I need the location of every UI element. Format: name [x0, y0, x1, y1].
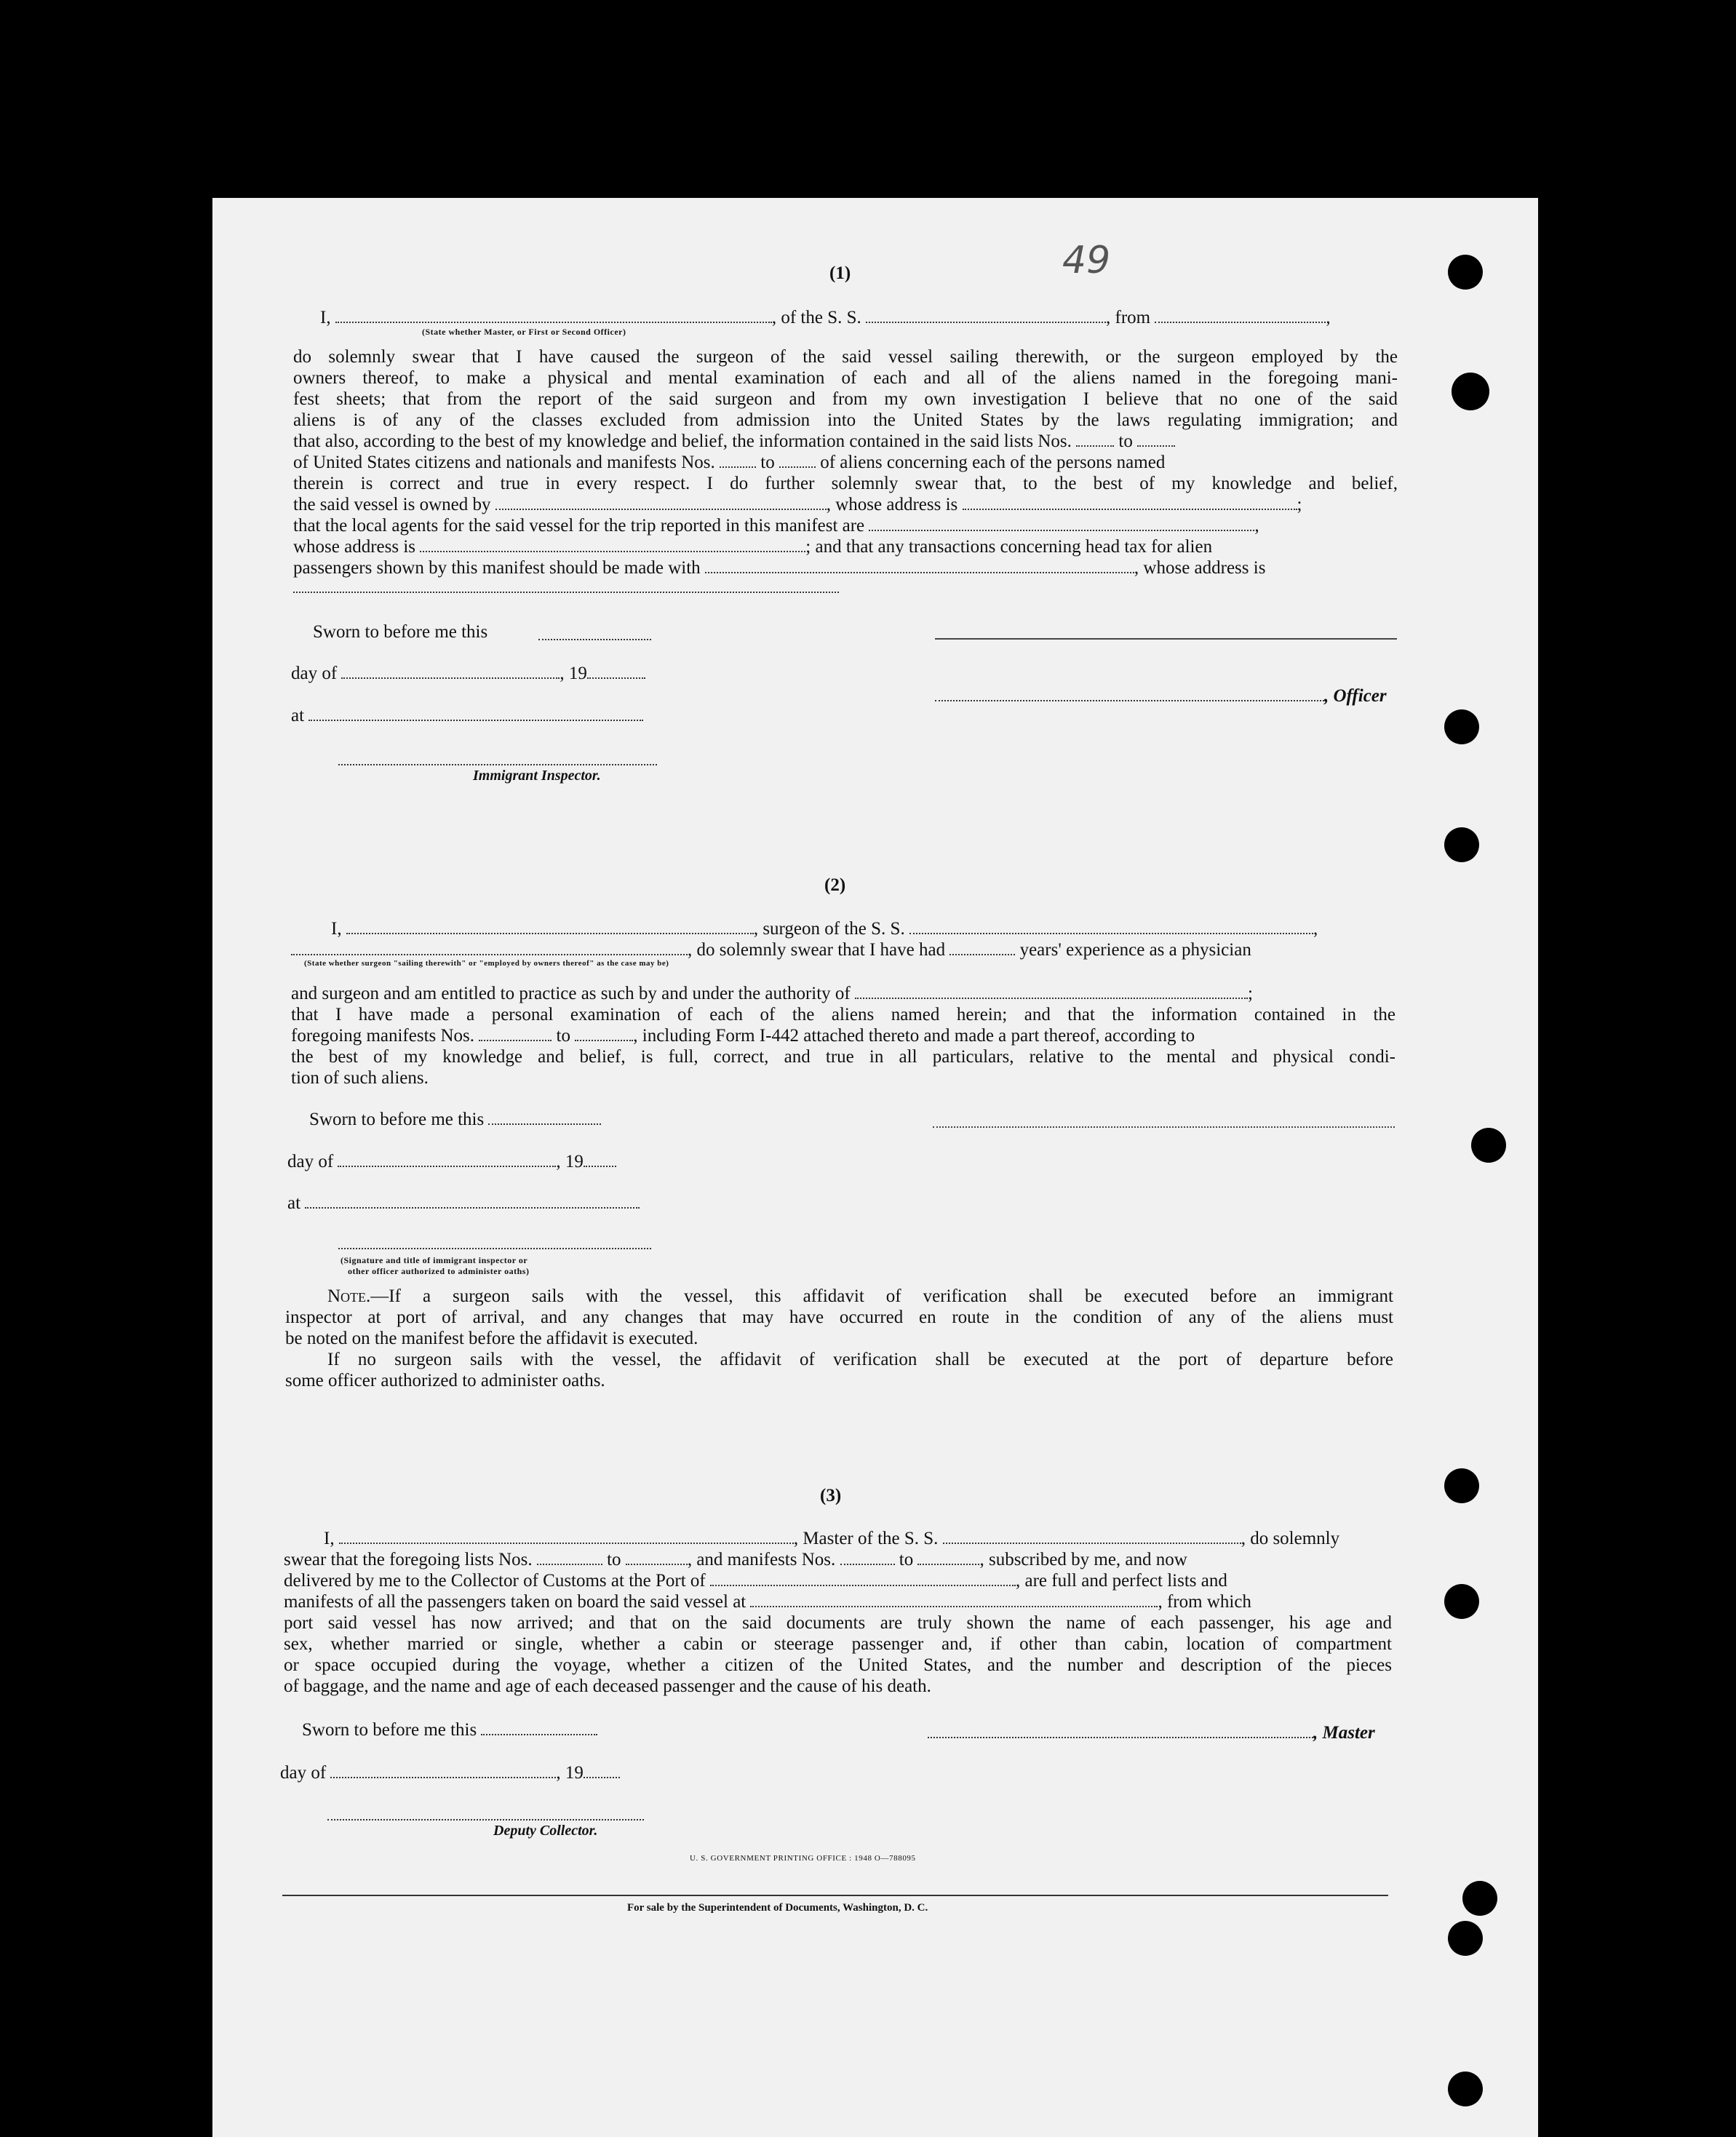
section-1-line: do solemnly swear that I have caused the surgeon of the said vessel sailing therewith, or the surgeon employed by the — [293, 347, 1398, 367]
deputy-collector-label: Deputy Collector. — [493, 1823, 598, 1839]
state-officer-note: (State whether Master, or First or Second Officer) — [422, 327, 626, 337]
owner-field[interactable] — [495, 496, 827, 510]
years-field[interactable] — [949, 941, 1015, 955]
inspector-signature-field[interactable] — [338, 764, 657, 765]
signature-line-2[interactable] — [933, 1126, 1395, 1128]
sworn-date-field-3[interactable] — [481, 1721, 597, 1735]
sworn-date-field-2[interactable] — [488, 1110, 601, 1125]
at-field[interactable] — [308, 707, 643, 721]
customs-port-field[interactable] — [710, 1572, 1016, 1586]
from-port-field[interactable] — [1155, 309, 1326, 323]
surgeon-status-field[interactable] — [291, 941, 688, 955]
owner-address-field[interactable] — [963, 496, 1297, 510]
section-1-owner-line: the said vessel is owned by , whose address is ; — [293, 495, 1302, 514]
punch-hole — [1448, 1921, 1483, 1956]
authority-field[interactable] — [855, 984, 1248, 999]
section-3-lists-line: swear that the foregoing lists Nos. to , and manifests Nos. to , subscribed by me, and now — [284, 1550, 1187, 1569]
immigrant-inspector-label: Immigrant Inspector. — [473, 768, 601, 784]
section-3-line: or space occupied during the voyage, whether a citizen of the United States, and the number and description of the pieces — [284, 1655, 1392, 1675]
master-manifests-from-field[interactable] — [840, 1551, 895, 1565]
surgeon-name-field[interactable] — [346, 920, 754, 934]
punch-hole — [1471, 1128, 1506, 1163]
master-lists-to-field[interactable] — [626, 1551, 688, 1565]
year-field-3[interactable] — [584, 1764, 620, 1778]
master-name-field[interactable] — [339, 1529, 794, 1544]
punch-hole — [1444, 1584, 1479, 1619]
year-field-2[interactable] — [584, 1153, 616, 1167]
day-of-line-2: day of , 19 — [287, 1152, 616, 1172]
sworn-label-2: Sworn to before me this — [309, 1110, 601, 1130]
day-of-line: day of , 19 — [291, 664, 645, 684]
punch-hole — [1444, 827, 1479, 862]
section-1-line: therein is correct and true in every respect. I do further solemnly swear that, to the best of my knowledge and belief, — [293, 474, 1398, 493]
sworn-label-3: Sworn to before me this — [302, 1720, 597, 1740]
at-field-2[interactable] — [305, 1194, 640, 1209]
section-3-line: of baggage, and the name and age of each deceased passenger and the cause of his death. — [284, 1676, 931, 1696]
punch-hole — [1452, 373, 1489, 410]
at-line-2: at — [287, 1193, 640, 1214]
section-2-authority-line: and surgeon and am entitled to practice as such by and under the authority of ; — [291, 984, 1253, 1003]
section-1-number: (1) — [829, 263, 851, 283]
vessel-name-field[interactable] — [866, 309, 1106, 323]
agents-address-field[interactable] — [420, 538, 805, 552]
page-number: 49 — [1062, 239, 1111, 282]
section-3-master-line: I, , Master of the S. S. , do solemnly — [324, 1529, 1340, 1548]
punch-hole — [1448, 255, 1483, 290]
punch-hole — [1444, 1468, 1479, 1503]
officer-name-field[interactable] — [335, 309, 772, 323]
section-3-port-line: delivered by me to the Collector of Customs at the Port of , are full and perfect lists and — [284, 1571, 1227, 1591]
master-lists-from-field[interactable] — [537, 1551, 602, 1565]
inspector-signature-field-2[interactable] — [338, 1248, 651, 1249]
section-2-number: (2) — [824, 875, 846, 895]
master-signature-line: , Master — [928, 1723, 1375, 1743]
headtax-party-field[interactable] — [705, 559, 1134, 573]
for-sale-line: For sale by the Superintendent of Documents, Washington, D. C. — [627, 1902, 928, 1914]
manifests-from-field[interactable] — [720, 453, 756, 468]
punch-hole — [1462, 1881, 1497, 1916]
section-1-line: fest sheets; that from the report of the said surgeon and from my own investigation I believe that no one of the said — [293, 389, 1398, 409]
state-surgeon-note: (State whether surgeon "sailing therewith" or "employed by owners thereof" as the case may be) — [304, 959, 669, 968]
day-of-field-2[interactable] — [338, 1153, 556, 1167]
printing-office-line: U. S. GOVERNMENT PRINTING OFFICE : 1948 O—788095 — [690, 1854, 916, 1863]
punch-hole — [1448, 2072, 1483, 2106]
at-line: at — [291, 706, 643, 726]
section-1-line: aliens is of any of the classes excluded from admission into the United States by the laws regulating immigration; and — [293, 410, 1398, 430]
surgeon-manifests-to-field[interactable] — [575, 1027, 633, 1041]
section-2-line: that I have made a personal examination of each of the aliens named herein; and that the information contained in the — [291, 1005, 1395, 1024]
footer-rule — [282, 1895, 1388, 1896]
note-line: be noted on the manifest before the affidavit is executed. — [285, 1329, 698, 1348]
signature-line — [935, 638, 1397, 640]
headtax-address-field[interactable] — [293, 578, 839, 593]
section-3-vessel-line: manifests of all the passengers taken on board the said vessel at , from which — [284, 1592, 1251, 1612]
section-1-headtax-line: passengers shown by this manifest should be made with , whose address is — [293, 558, 1266, 578]
no-surgeon-line: some officer authorized to administer oaths. — [285, 1371, 605, 1390]
sworn-date-field[interactable] — [538, 626, 651, 640]
section-1-line: owners thereof, to make a physical and mental examination of each and all of the aliens named in the foregoing mani- — [293, 368, 1398, 388]
section-3-line: sex, whether married or single, whether a cabin or steerage passenger and, if other than cabin, location of compartment — [284, 1634, 1392, 1654]
day-of-field[interactable] — [341, 664, 560, 679]
lists-to-field[interactable] — [1137, 432, 1175, 447]
officer-signature-field[interactable] — [935, 687, 1324, 701]
section-3-line: port said vessel has now arrived; and that on the said documents are truly shown the name of each passenger, his age and — [284, 1613, 1392, 1633]
master-manifests-to-field[interactable] — [917, 1551, 979, 1565]
day-of-field-3[interactable] — [330, 1764, 556, 1778]
section-3-number: (3) — [820, 1486, 842, 1505]
surgeon-manifests-from-field[interactable] — [479, 1027, 552, 1041]
section-2-manifests-line: foregoing manifests Nos. to , including Form I-442 attached thereto and made a part thereof, according to — [291, 1026, 1195, 1046]
day-of-line-3: day of , 19 — [280, 1763, 620, 1783]
manifests-to-field[interactable] — [779, 453, 816, 468]
note-line: inspector at port of arrival, and any changes that may have occurred en route in the condition of any of the aliens must — [285, 1308, 1393, 1327]
collector-signature-field[interactable] — [327, 1819, 644, 1820]
section-1-manifests-line: of United States citizens and nationals and manifests Nos. to of aliens concerning each of the persons named — [293, 453, 1166, 472]
section-1-lists-line: that also, according to the best of my knowledge and belief, the information contained in the said lists Nos. to — [293, 431, 1175, 452]
signature-note-2: other officer authorized to administer oaths) — [348, 1266, 530, 1276]
section-2-experience-line: , do solemnly swear that I have had years' experience as a physician — [291, 940, 1251, 960]
note-line: Note.—If a surgeon sails with the vessel, this affidavit of verification shall be executed before an immigrant — [327, 1286, 1393, 1306]
officer-signature-line: , Officer — [935, 686, 1387, 707]
no-surgeon-line: If no surgeon sails with the vessel, the affidavit of verification shall be executed at the port of departure before — [327, 1350, 1393, 1369]
boarding-port-field[interactable] — [750, 1593, 1158, 1607]
section-2-line: the best of my knowledge and belief, is full, correct, and true in all particulars, relative to the mental and physical condi- — [291, 1047, 1395, 1067]
section-1-oath-line: I, , of the S. S. , from , — [320, 308, 1331, 327]
surgeon-vessel-field[interactable] — [909, 920, 1313, 934]
section-1-address-line: whose address is ; and that any transactions concerning head tax for alien — [293, 537, 1213, 557]
year-field[interactable] — [587, 664, 645, 679]
section-2-surgeon-line: I, , surgeon of the S. S. , — [331, 919, 1318, 939]
section-2-line: tion of such aliens. — [291, 1068, 429, 1088]
punch-hole — [1444, 709, 1479, 744]
master-signature-field[interactable] — [928, 1724, 1313, 1738]
signature-note-1: (Signature and title of immigrant inspector or — [341, 1255, 528, 1265]
sworn-label: Sworn to before me this — [313, 622, 488, 642]
lists-from-field[interactable] — [1076, 432, 1114, 447]
section-1-agents-line: that the local agents for the said vessel for the trip reported in this manifest are , — [293, 516, 1259, 536]
agents-field[interactable] — [869, 517, 1254, 531]
master-vessel-field[interactable] — [943, 1529, 1241, 1544]
